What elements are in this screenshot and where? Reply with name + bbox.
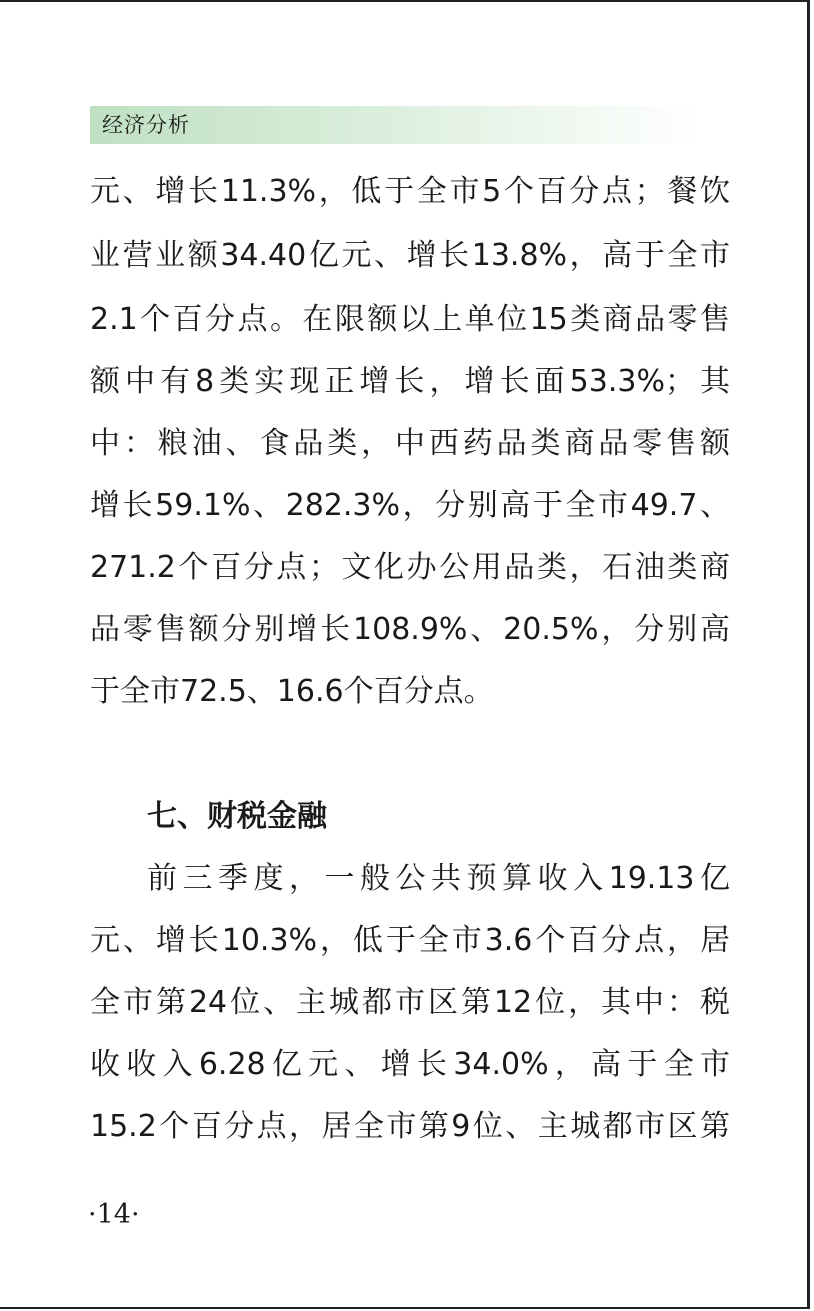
section-header-label: 经济分析: [102, 113, 190, 137]
paragraph-line: 收收入6.28亿元、增长34.0%，高于全市: [90, 1047, 730, 1082]
paragraph-line: 全市第24位、主城都市区第12位，其中：税: [90, 985, 730, 1020]
paragraph-line: 15.2个百分点，居全市第9位、主城都市区第: [90, 1109, 730, 1144]
paragraph-line: 业营业额34.40亿元、增长13.8%，高于全市: [90, 238, 730, 273]
paragraph-line: 增长59.1%、282.3%，分别高于全市49.7、: [90, 488, 730, 523]
paragraph-line: 于全市72.5、16.6个百分点。: [90, 674, 494, 709]
paragraph-line: 中：粮油、食品类，中西药品类商品零售额: [90, 426, 730, 461]
paragraph-line: 品零售额分别增长108.9%、20.5%，分别高: [90, 612, 730, 647]
paragraph-line: 271.2个百分点；文化办公用品类，石油类商: [90, 550, 730, 585]
section-heading: 七、财税金融: [147, 799, 327, 834]
paragraph-line: 元、增长11.3%，低于全市5个百分点；餐饮: [90, 174, 730, 209]
paragraph-line: 元、增长10.3%，低于全市3.6个百分点，居: [90, 923, 730, 958]
paragraph-line: 额中有8类实现正增长，增长面53.3%；其: [90, 364, 730, 399]
paragraph-line: 前三季度，一般公共预算收入19.13亿: [147, 861, 730, 896]
page-number: ·14·: [88, 1199, 140, 1230]
paragraph-line: 2.1个百分点。在限额以上单位15类商品零售: [90, 302, 730, 337]
section-header-bar: [90, 106, 702, 144]
